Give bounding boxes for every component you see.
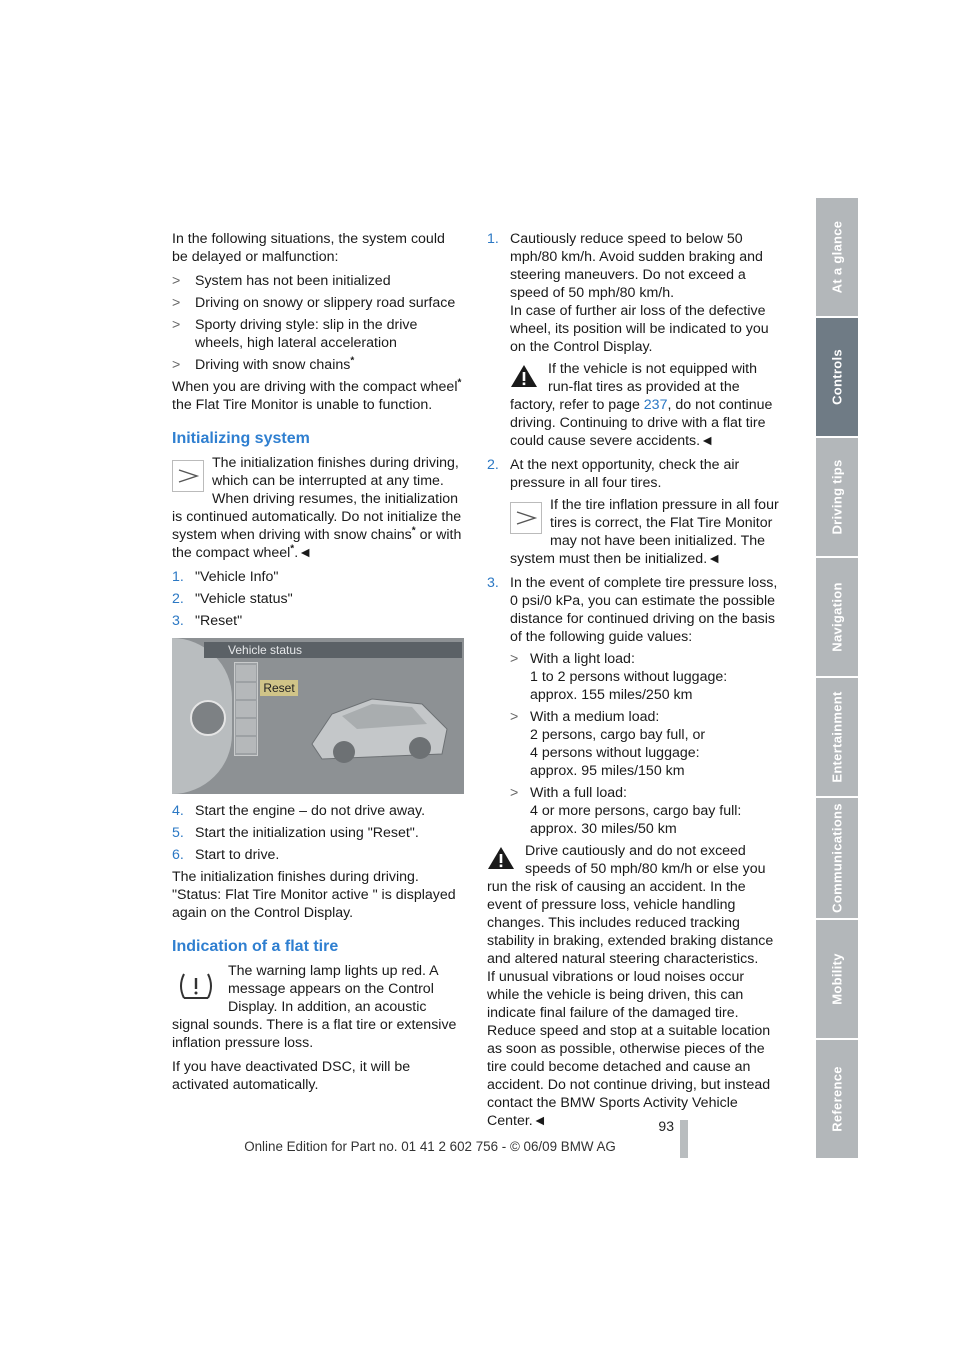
tab-communications[interactable]: Communications [816,798,858,920]
step-item: 2. "Vehicle status" [172,591,293,607]
warning-triangle-icon [510,364,538,388]
heading-flat-tire: Indication of a flat tire [172,938,339,955]
step-item: 1. Cautiously reduce speed to below 50 mph/80 km/h. Avoid sudden braking and steering maneuvers. Do not exceed a speed of 50 mph/80 km/h. In case of further air loss of the defective wheel, its position will be indicated to you on the Control Display. [487,231,769,355]
warning-triangle-icon [487,846,515,870]
list-item: > Driving with snow chains* [172,355,355,373]
tab-mobility[interactable]: Mobility [816,920,858,1040]
tire-warning-icon [236,683,256,699]
oil-icon [236,701,256,717]
compact-wheel-text: When you are driving with the compact wheel* the Flat Tire Monitor is unable to function. [172,377,462,413]
screen-reset-button: Reset [260,680,298,696]
init-done-text: The initialization finishes during driving. "Status: Flat Tire Monitor active " is displayed again on the Control Display. [172,869,456,921]
tab-driving-tips[interactable]: Driving tips [816,438,858,558]
intro-text: In the following situations, the system could be delayed or malfunction: [172,231,445,265]
step-item: 4. Start the engine – do not drive away. [172,803,426,819]
list-item: > With a light load: 1 to 2 persons without luggage: approx. 155 miles/250 km [510,651,728,703]
tire-warning-lamp-icon [172,968,220,1004]
step-item: 3. "Reset" [172,613,243,629]
warning-run-flat: If the vehicle is not equipped with run-flat tires as provided at the factory, refer to page 237, do not continue driving. Continuing to drive with a flat tire could cause severe accidents.◄ [510,361,773,449]
tab-controls[interactable]: Controls [816,318,858,438]
right-column [487,230,779,1136]
step-item: 2. At the next opportunity, check the air pressure in all four tires. [487,457,740,491]
list-item: > Driving on snowy or slippery road surface [172,295,456,311]
list-item: > With a full load: 4 or more persons, cargo bay full: approx. 30 miles/50 km [510,785,742,837]
list-item: > System has not been initialized [172,273,391,289]
warning-triangle-icon [236,737,256,753]
car-illustration-icon [302,674,452,774]
page-number: 93 [658,1118,674,1134]
screen-menu-icons [234,662,258,756]
warning-drive-cautiously: Drive cautiously and do not exceed speeds of 50 mph/80 km/h or else you run the risk of causing an accident. In the event of pressure loss, vehicle handling changes. This includes reduced tracking stability in braking, extended braking distance and altered natural steering characteristics. If unusual vibrations or loud noises occur while the vehicle is being driven, this can indicate final failure of the damaged tire. Reduce speed and stop at a suitable location as soon as possible, otherwise pieces of the tire could become detached and cause an accident. Do not continue driving, but instead contact the BMW Sports Activity Vehicle Center.◄ [487,843,774,1129]
footer-text: Online Edition for Part no. 01 41 2 602 756 - © 06/09 BMW AG [244,1139,616,1154]
tab-at-a-glance[interactable]: At a glance [816,198,858,318]
tab-entertainment[interactable]: Entertainment [816,678,858,798]
step-item: 6. Start to drive. [172,847,280,863]
step-item: 5. Start the initialization using "Reset". [172,825,419,841]
note-arrow-icon [510,502,542,534]
list-item: > With a medium load: 2 persons, cargo bay full, or 4 persons without luggage: approx. 95 miles/150 km [510,709,706,779]
init-note: The initialization finishes during driving, which can be interrupted at any time. When driving resumes, the initialization is continued automatically. Do not initialize the system when driving with snow chains* or with the compact wheel*.◄ [172,455,462,561]
left-column [172,230,464,1100]
tire-pressure-icon [236,665,256,681]
screen-title: Vehicle status [204,642,462,658]
vehicle-status-screenshot [172,638,464,794]
step-item: 1. "Vehicle Info" [172,569,279,585]
dsc-text: If you have deactivated DSC, it will be activated automatically. [172,1059,411,1093]
chapter-tabs [816,198,858,1160]
tab-reference[interactable]: Reference [816,1040,858,1160]
page-marker [680,1120,688,1158]
controller-knob [172,638,232,794]
page-link-237[interactable]: 237 [643,397,668,413]
list-item: > Sporty driving style: slip in the drive wheels, high lateral acceleration [172,317,418,351]
tab-navigation[interactable]: Navigation [816,558,858,678]
flat-tire-note: The warning lamp lights up red. A message appears on the Control Display. In addition, an acoustic signal sounds. There is a flat tire or extensive inflation pressure loss. [172,963,457,1051]
step-item: 3. In the event of complete tire pressure loss, 0 psi/0 kPa, you can estimate the possible distance for continued driving on the basis of the following guide values: [487,575,778,645]
note-arrow-icon [172,460,204,492]
init-check-note: If the tire inflation pressure in all four tires is correct, the Flat Tire Monitor may not have been initialized. The system must then be initialized.◄ [510,497,779,567]
car-service-icon [236,719,256,735]
heading-initializing-system: Initializing system [172,430,310,447]
